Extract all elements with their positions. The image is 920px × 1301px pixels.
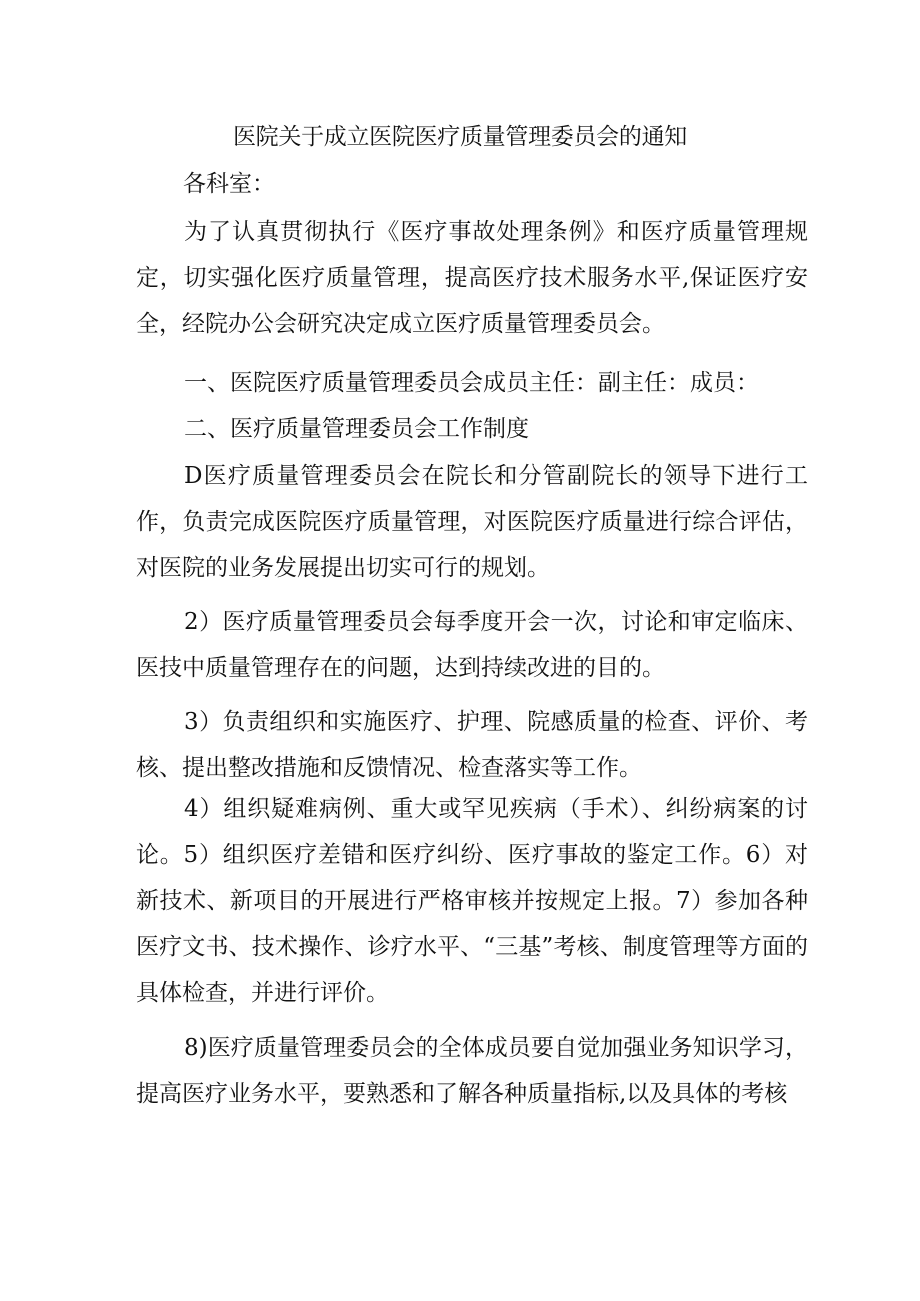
item-3-paragraph: 3）负责组织和实施医疗、护理、院感质量的检查、评价、考核、提出整改措施和反馈情况、检查落实等工作。 [136, 709, 808, 781]
section-system-heading: 二、医疗质量管理委员会工作制度 [184, 416, 529, 442]
document-title: 医院关于成立医院医疗质量管理委员会的通知 [232, 124, 687, 150]
intro-paragraph: 为了认真贯彻执行《医疗事故处理条例》和医疗质量管理规定，切实强化医疗质量管理，提高医疗技术服务水平,保证医疗安全，经院办公会研究决定成立医疗质量管理委员会。 [136, 219, 808, 337]
salutation: 各科室： [183, 171, 275, 197]
section-members-heading: 一、医院医疗质量管理委员会成员主任：副主任：成员： [184, 370, 759, 396]
item-1-paragraph: D医疗质量管理委员会在院长和分管副院长的领导下进行工作，负责完成医院医疗质量管理，对医院医疗质量进行综合评估，对医院的业务发展提出切实可行的规划。 [136, 463, 808, 581]
item-2-paragraph: 2）医疗质量管理委员会每季度开会一次，讨论和审定临床、医技中质量管理存在的问题，达到持续改进的目的。 [136, 609, 808, 681]
item-8-paragraph: 8)医疗质量管理委员会的全体成员要自觉加强业务知识学习，提高医疗业务水平，要熟悉和了解各种质量指标,以及具体的考核 [136, 1035, 808, 1107]
item-4-7-paragraph: 4）组织疑难病例、重大或罕见疾病（手术）、纠纷病案的讨论。5）组织医疗差错和医疗纠纷、医疗事故的鉴定工作。6）对新技术、新项目的开展进行严格审核并按规定上报。7）参加各种医疗文书、技术操作、诊疗水平、“三基”考核、制度管理等方面的具体检查，并进行评价。 [136, 796, 808, 1006]
